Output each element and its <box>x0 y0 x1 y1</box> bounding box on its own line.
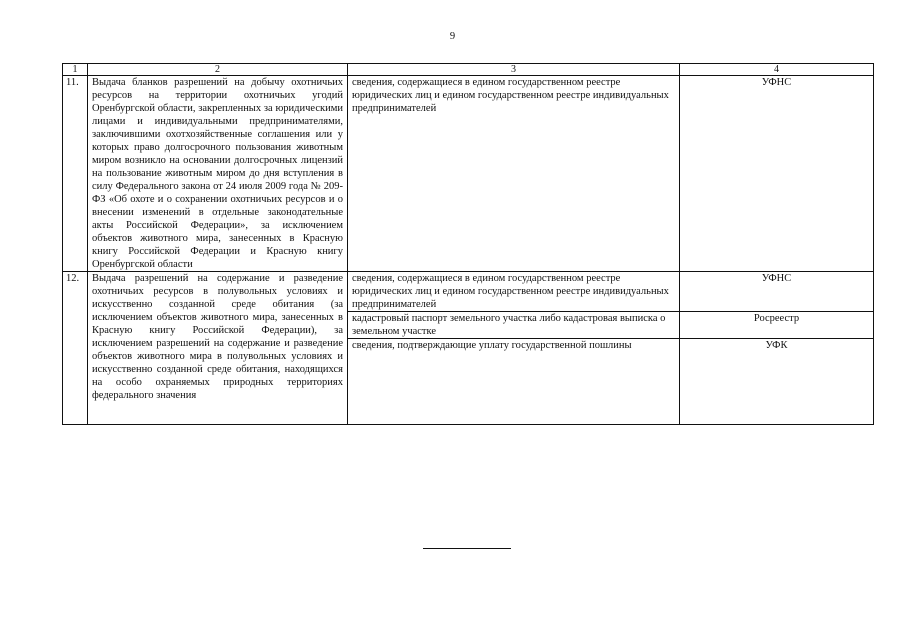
column-header-3: 3 <box>348 64 680 76</box>
column-header-1: 1 <box>63 64 88 76</box>
required-info: кадастровый паспорт земельного участка либо кадастровая выписка о земельном участке <box>348 312 680 339</box>
services-table <box>62 63 874 425</box>
required-info: сведения, подтверждающие уплату государственной пошлины <box>348 339 680 425</box>
agency: УФК <box>680 339 874 425</box>
table-row <box>63 76 874 272</box>
page-number: 9 <box>449 31 456 42</box>
required-info: сведения, содержащиеся в едином государственном реестре юридических лиц и едином государственном реестре индивидуальных предпринимателей <box>348 76 680 272</box>
agency: Росреестр <box>680 312 874 339</box>
table-row <box>63 272 874 312</box>
row-number: 11. <box>63 76 88 272</box>
service-description: Выдача разрешений на содержание и разведение охотничьих ресурсов в полувольных условиях и искусственно созданной среде обитания (за исключением объектов животного мира, занесенных в Красную книгу Российской Федерации), за исключением разрешений на содержание и разведение объектов животного мира в полувольных условиях и искусственно созданной среде обитания, находящихся на особо охраняемых природных территориях федерального значения <box>88 272 348 425</box>
service-description: Выдача бланков разрешений на добычу охотничьих ресурсов на территории охотничьих угодий Оренбургской области, закрепленных за юридическими лицами и индивидуальными предпринимателями, заключившими охотхозяйственные соглашения или у которых право долгосрочного пользования животным миром возникло на основании долгосрочных лицензий на пользование животным миром до дня вступления в силу Федерального закона от 24 июля 2009 года № 209-ФЗ «Об охоте и о сохранении охотничьих ресурсов и о внесении изменений в отдельные законодательные акты Российской Федерации», за исключением объектов животного мира, занесенных в Красную книгу Российской Федерации и Красную книгу Оренбургской области <box>88 76 348 272</box>
column-header-4: 4 <box>680 64 874 76</box>
agency: УФНС <box>680 272 874 312</box>
required-info: сведения, содержащиеся в едином государственном реестре юридических лиц и едином государственном реестре индивидуальных предпринимателей <box>348 272 680 312</box>
header-row <box>63 64 874 76</box>
column-header-2: 2 <box>88 64 348 76</box>
agency: УФНС <box>680 76 874 272</box>
footer-divider <box>423 548 511 549</box>
row-number: 12. <box>63 272 88 425</box>
